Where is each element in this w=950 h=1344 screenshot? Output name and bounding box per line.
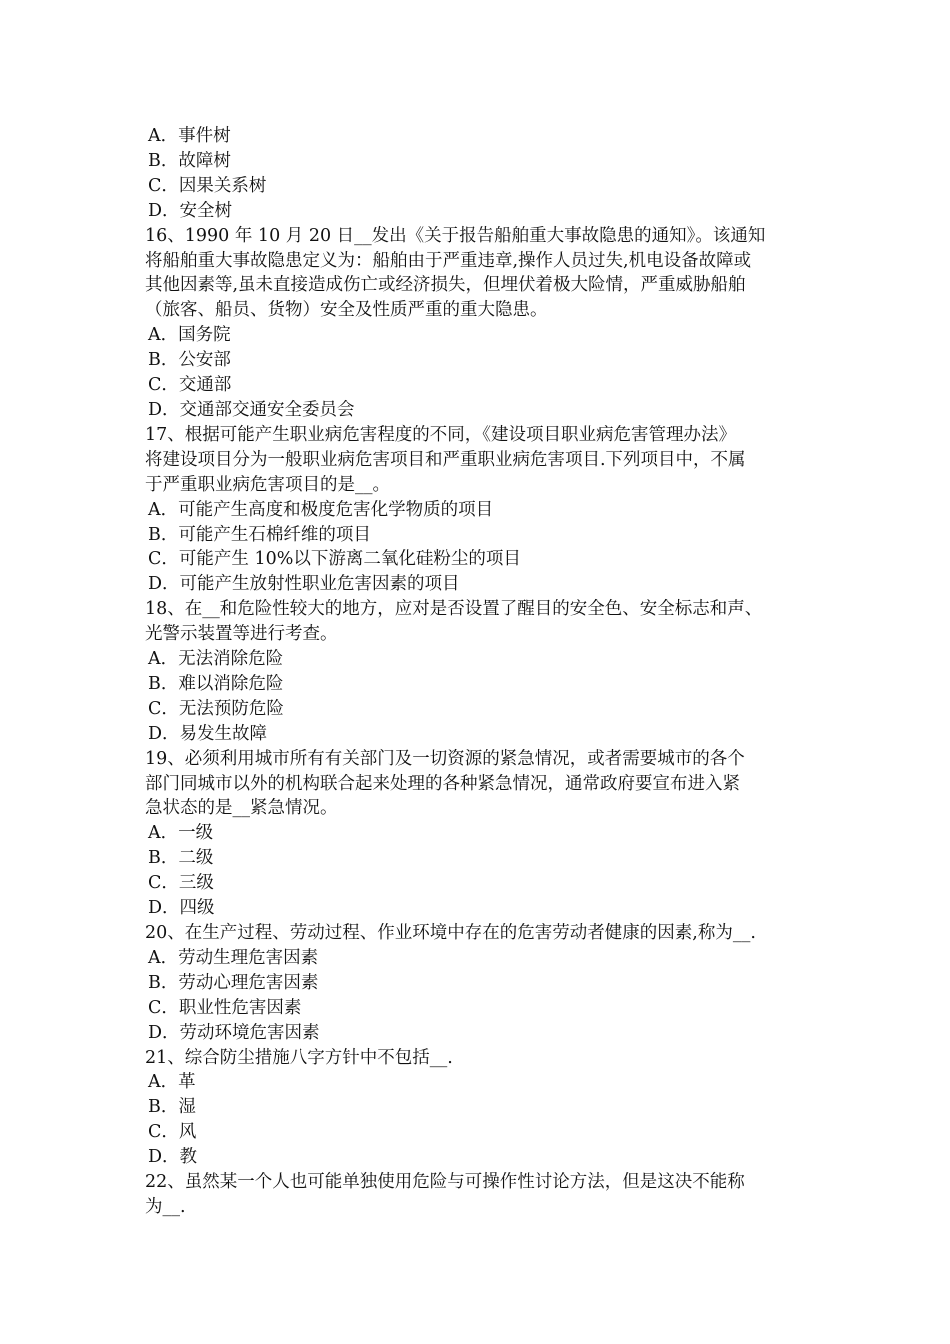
answer-option: A．一级 bbox=[148, 823, 214, 844]
answer-option: A．事件树 bbox=[148, 126, 231, 146]
answer-option: A．革 bbox=[148, 1072, 196, 1093]
question-line: 光警示装置等进行考查。 bbox=[145, 624, 338, 645]
answer-option: D．教 bbox=[148, 1147, 198, 1168]
answer-option: D．劳动环境危害因素 bbox=[148, 1022, 320, 1043]
answer-option: D．安全树 bbox=[148, 200, 233, 221]
answer-option: C．因果关系树 bbox=[148, 175, 267, 196]
document-page bbox=[145, 124, 820, 1220]
answer-option: B．难以消除危险 bbox=[148, 673, 284, 694]
question-line: 将船舶重大事故隐患定义为：船舶由于严重违章,操作人员过失,机电设备故障或 bbox=[145, 250, 752, 271]
question-line: 22、虽然某一个人也可能单独使用危险与可操作性讨论方法，但是这决不能称 bbox=[145, 1172, 745, 1193]
answer-option: A．国务院 bbox=[148, 325, 231, 346]
question-stem bbox=[145, 747, 820, 822]
answer-option: D．四级 bbox=[148, 898, 215, 919]
answer-option: B．故障树 bbox=[148, 150, 231, 171]
question-line: （旅客、船员、货物）安全及性质严重的重大隐患。 bbox=[145, 300, 548, 321]
question-stem bbox=[145, 1046, 820, 1071]
question-line: 17、根据可能产生职业病危害程度的不同，《建设项目职业病危害管理办法》 bbox=[145, 424, 737, 445]
question-stem bbox=[145, 224, 820, 324]
answer-option: B．可能产生石棉纤维的项目 bbox=[148, 524, 371, 545]
question-stem bbox=[145, 921, 820, 946]
answer-option: B．劳动心理危害因素 bbox=[148, 972, 319, 993]
answer-option: B．公安部 bbox=[148, 350, 231, 371]
answer-option: B．二级 bbox=[148, 848, 214, 869]
question-line: 21、综合防尘措施八字方针中不包括__. bbox=[145, 1047, 453, 1068]
question-line: 其他因素等,虽未直接造成伤亡或经济损失，但埋伏着极大险情，严重威胁船舶 bbox=[145, 275, 746, 296]
question-line: 18、在__和危险性较大的地方，应对是否设置了醒目的安全色、安全标志和声、 bbox=[145, 599, 763, 620]
answer-option: C．三级 bbox=[148, 873, 214, 894]
answer-option: A．劳动生理危害因素 bbox=[148, 947, 319, 968]
answer-option: D．交通部交通安全委员会 bbox=[148, 399, 355, 420]
question-stem bbox=[145, 423, 820, 498]
answer-option: A．无法消除危险 bbox=[148, 649, 284, 670]
answer-option: C．交通部 bbox=[148, 375, 232, 396]
answer-option: D．易发生故障 bbox=[148, 723, 268, 744]
answer-option: C．职业性危害因素 bbox=[148, 997, 302, 1018]
answer-option: C．可能产生 10%以下游离二氧化硅粉尘的项目 bbox=[148, 549, 521, 570]
question-line: 为__. bbox=[145, 1196, 186, 1217]
answer-option: C．无法预防危险 bbox=[148, 698, 284, 719]
question-line: 19、必须利用城市所有有关部门及一切资源的紧急情况，或者需要城市的各个 bbox=[145, 748, 745, 769]
question-line: 将建设项目分为一般职业病危害项目和严重职业病危害项目.下列项目中，不属 bbox=[145, 449, 746, 470]
answer-option: D．可能产生放射性职业危害因素的项目 bbox=[148, 574, 460, 595]
question-line: 16、1990 年 10 月 20 日__发出《关于报告船舶重大事故隐患的通知》。该通知 bbox=[145, 225, 766, 246]
question-line: 于严重职业病危害项目的是__。 bbox=[145, 474, 390, 495]
question-line: 急状态的是__紧急情况。 bbox=[145, 798, 338, 819]
answer-option: C．风 bbox=[148, 1122, 197, 1143]
answer-option: B．湿 bbox=[148, 1097, 196, 1118]
question-line: 20、在生产过程、劳动过程、作业环境中存在的危害劳动者健康的因素,称为__. bbox=[145, 923, 756, 943]
question-stem bbox=[145, 1170, 820, 1220]
question-line: 部门同城市以外的机构联合起来处理的各种紧急情况，通常政府要宣布进入紧 bbox=[145, 773, 740, 794]
question-stem bbox=[145, 597, 820, 647]
answer-option: A．可能产生高度和极度危害化学物质的项目 bbox=[148, 499, 494, 520]
